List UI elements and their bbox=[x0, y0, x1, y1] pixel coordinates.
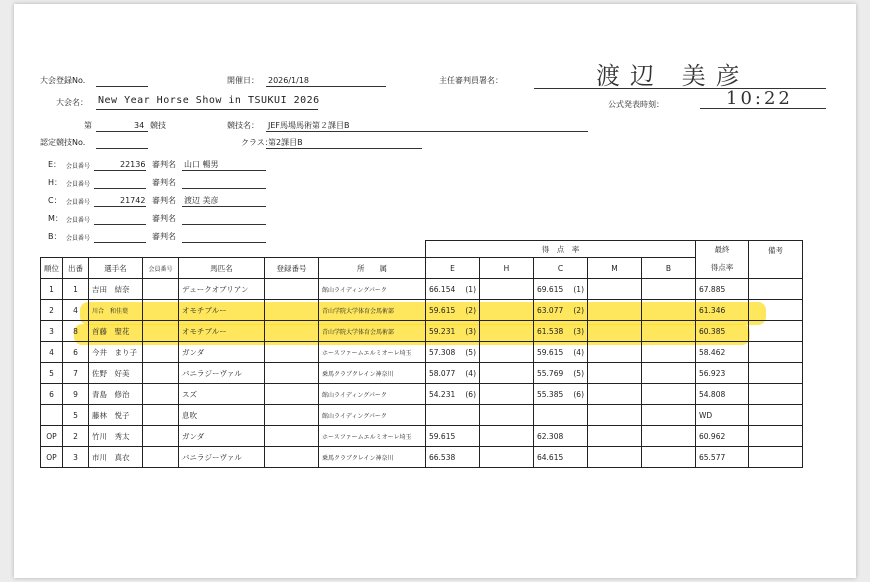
rank-cell: 3 bbox=[41, 321, 63, 342]
score-b-cell bbox=[642, 447, 696, 468]
score-h-cell bbox=[480, 363, 534, 384]
order-cell: 8 bbox=[63, 321, 89, 342]
score-b-cell bbox=[642, 300, 696, 321]
rider-cell: 佐野 好美 bbox=[89, 363, 143, 384]
score-value: 55.769 bbox=[537, 368, 564, 378]
horse-cell: ガンダ bbox=[179, 342, 265, 363]
class-label: クラス： bbox=[241, 138, 273, 147]
score-b-cell bbox=[642, 405, 696, 426]
horse-cell: オモチブルー bbox=[179, 300, 265, 321]
score-b-cell bbox=[642, 363, 696, 384]
bikou-header: 備考 bbox=[749, 241, 803, 279]
score-m-cell bbox=[588, 405, 642, 426]
score-e-cell bbox=[426, 384, 480, 405]
order-cell: 5 bbox=[63, 405, 89, 426]
col-header: 会員番号 bbox=[143, 258, 179, 279]
score-m-cell bbox=[588, 321, 642, 342]
registration-no-cell bbox=[265, 300, 319, 321]
class-value: 第2課目B bbox=[268, 138, 303, 147]
score-m-cell bbox=[588, 447, 642, 468]
judge-name-label: 審判名 bbox=[152, 214, 176, 223]
score-rank: (1) bbox=[573, 284, 584, 294]
score-b-cell bbox=[642, 384, 696, 405]
table-body bbox=[41, 279, 803, 468]
score-e-cell bbox=[426, 342, 480, 363]
club-cell: ホースファームエルミオーレ埼玉 bbox=[319, 342, 426, 363]
score-rank: (5) bbox=[573, 368, 584, 378]
registration-no-cell bbox=[265, 279, 319, 300]
kaisai-label: 開催日： bbox=[227, 76, 259, 85]
judge-pos: E： bbox=[48, 160, 62, 169]
score-e-cell bbox=[426, 405, 480, 426]
kyogi-label: 競技 bbox=[150, 121, 166, 130]
table-row bbox=[41, 342, 803, 363]
judge-name-label: 審判名 bbox=[152, 232, 176, 241]
remarks-cell bbox=[749, 321, 803, 342]
score-m-cell bbox=[588, 363, 642, 384]
judge-name: 山口 暢男 bbox=[184, 160, 219, 169]
score-h-cell bbox=[480, 405, 534, 426]
registration-no-cell bbox=[265, 384, 319, 405]
score-h-cell bbox=[480, 426, 534, 447]
rank-cell: 1 bbox=[41, 279, 63, 300]
score-c-cell bbox=[534, 342, 588, 363]
member-no-line bbox=[94, 206, 146, 207]
dai-line bbox=[96, 131, 148, 132]
score-m-cell bbox=[588, 300, 642, 321]
col-header: 順位 bbox=[41, 258, 63, 279]
score-value: 63.077 bbox=[537, 305, 564, 315]
order-cell: 2 bbox=[63, 426, 89, 447]
horse-cell: スズ bbox=[179, 384, 265, 405]
judge-pos: C： bbox=[48, 196, 62, 205]
order-cell: 9 bbox=[63, 384, 89, 405]
nintei-line bbox=[96, 148, 148, 149]
final-score-cell: 58.462 bbox=[696, 342, 749, 363]
remarks-cell bbox=[749, 447, 803, 468]
table-header bbox=[41, 258, 803, 279]
saishu-header: 最終 bbox=[696, 241, 749, 258]
final-score-cell: 61.346 bbox=[696, 300, 749, 321]
member-no-line bbox=[94, 170, 146, 171]
score-e-cell bbox=[426, 426, 480, 447]
rank-cell: OP bbox=[41, 447, 63, 468]
registration-no-cell bbox=[265, 426, 319, 447]
horse-cell: 息吹 bbox=[179, 405, 265, 426]
score-rank: (2) bbox=[573, 305, 584, 315]
col-header: 馬匹名 bbox=[179, 258, 265, 279]
nintei-label: 認定競技No. bbox=[40, 138, 86, 147]
club-cell: 館山ライディングパーク bbox=[319, 384, 426, 405]
kyoginame-line bbox=[266, 131, 588, 132]
judge-pos: H： bbox=[48, 178, 63, 187]
member-no-cell bbox=[143, 363, 179, 384]
score-b-cell bbox=[642, 426, 696, 447]
score-m-cell bbox=[588, 384, 642, 405]
order-cell: 3 bbox=[63, 447, 89, 468]
final-score-cell: 60.962 bbox=[696, 426, 749, 447]
col-header: 登録番号 bbox=[265, 258, 319, 279]
rider-cell: 藤林 悦子 bbox=[89, 405, 143, 426]
score-value: 61.538 bbox=[537, 326, 564, 336]
score-c-cell bbox=[534, 384, 588, 405]
member-no-label: 会員番号 bbox=[66, 235, 91, 242]
final-score-cell: 60.385 bbox=[696, 321, 749, 342]
taikai-toroku-line bbox=[96, 86, 148, 87]
registration-no-cell bbox=[265, 447, 319, 468]
member-no-label: 会員番号 bbox=[66, 181, 91, 188]
score-b-cell bbox=[642, 279, 696, 300]
member-no-cell bbox=[143, 447, 179, 468]
shunin-signature: 渡辺 美彦 bbox=[596, 62, 750, 90]
score-c-cell bbox=[534, 363, 588, 384]
score-c-cell bbox=[534, 300, 588, 321]
score-e-cell bbox=[426, 279, 480, 300]
results-table bbox=[40, 240, 803, 468]
table-row bbox=[41, 279, 803, 300]
club-cell: 乗馬クラブクレイン神奈川 bbox=[319, 363, 426, 384]
order-cell: 4 bbox=[63, 300, 89, 321]
score-value: 59.615 bbox=[429, 431, 456, 441]
rider-cell: 今井 まり子 bbox=[89, 342, 143, 363]
score-rank: (4) bbox=[573, 347, 584, 357]
score-rank: (3) bbox=[573, 326, 584, 336]
col-header: 選手名 bbox=[89, 258, 143, 279]
col-header: 出番 bbox=[63, 258, 89, 279]
tokuten-ritsu-header: 得 点 率 bbox=[426, 241, 696, 258]
score-c-cell bbox=[534, 279, 588, 300]
dai-label: 第 bbox=[84, 121, 92, 130]
score-rank: (3) bbox=[465, 326, 476, 336]
score-rank: (4) bbox=[465, 368, 476, 378]
score-value: 66.538 bbox=[429, 452, 456, 462]
score-value: 69.615 bbox=[537, 284, 564, 294]
member-no-cell bbox=[143, 279, 179, 300]
score-m-cell bbox=[588, 342, 642, 363]
taikai-toroku-label: 大会登録No. bbox=[40, 76, 86, 85]
member-no-label: 会員番号 bbox=[66, 217, 91, 224]
score-rank: (2) bbox=[465, 305, 476, 315]
judge-member-no: 21742 bbox=[120, 196, 146, 205]
table-row bbox=[41, 447, 803, 468]
horse-cell: オモチブルー bbox=[179, 321, 265, 342]
col-header: 得点率 bbox=[696, 258, 749, 279]
score-rank: (5) bbox=[465, 347, 476, 357]
club-cell: 青山学院大学体育会馬術部 bbox=[319, 321, 426, 342]
table-row bbox=[41, 363, 803, 384]
rank-cell: OP bbox=[41, 426, 63, 447]
score-value: 54.231 bbox=[429, 389, 456, 399]
member-no-line bbox=[94, 188, 146, 189]
col-header: E bbox=[426, 258, 480, 279]
score-m-cell bbox=[588, 426, 642, 447]
final-score-cell: 65.577 bbox=[696, 447, 749, 468]
final-score-cell: 67.885 bbox=[696, 279, 749, 300]
kaisai-line bbox=[266, 86, 386, 87]
remarks-cell bbox=[749, 300, 803, 321]
judge-pos: B： bbox=[48, 232, 62, 241]
judge-name-line bbox=[182, 224, 266, 225]
score-value: 62.308 bbox=[537, 431, 564, 441]
shunin-label: 主任審判員署名： bbox=[439, 76, 503, 85]
judge-pos: M： bbox=[48, 214, 63, 223]
final-score-cell: 56.923 bbox=[696, 363, 749, 384]
kyoginame-label: 競技名： bbox=[227, 121, 259, 130]
member-no-label: 会員番号 bbox=[66, 199, 91, 206]
final-score-cell: 54.808 bbox=[696, 384, 749, 405]
judge-name-label: 審判名 bbox=[152, 196, 176, 205]
rider-cell: 市川 真衣 bbox=[89, 447, 143, 468]
score-h-cell bbox=[480, 384, 534, 405]
member-no-label: 会員番号 bbox=[66, 163, 91, 170]
table-row bbox=[41, 405, 803, 426]
score-e-cell bbox=[426, 300, 480, 321]
member-no-cell bbox=[143, 405, 179, 426]
horse-cell: バニラジーヴァル bbox=[179, 447, 265, 468]
rider-cell: 吉田 結奈 bbox=[89, 279, 143, 300]
member-no-cell bbox=[143, 300, 179, 321]
remarks-cell bbox=[749, 342, 803, 363]
order-cell: 1 bbox=[63, 279, 89, 300]
member-no-cell bbox=[143, 342, 179, 363]
horse-cell: バニラジーヴァル bbox=[179, 363, 265, 384]
judge-name-line bbox=[182, 206, 266, 207]
registration-no-cell bbox=[265, 342, 319, 363]
score-m-cell bbox=[588, 279, 642, 300]
taikai-line bbox=[96, 109, 318, 110]
rank-cell bbox=[41, 405, 63, 426]
score-value: 64.615 bbox=[537, 452, 564, 462]
rank-cell: 4 bbox=[41, 342, 63, 363]
horse-cell: ガンダ bbox=[179, 426, 265, 447]
rank-cell: 6 bbox=[41, 384, 63, 405]
class-line bbox=[266, 148, 422, 149]
judge-name-label: 審判名 bbox=[152, 160, 176, 169]
score-c-cell bbox=[534, 321, 588, 342]
score-value: 58.077 bbox=[429, 368, 456, 378]
registration-no-cell bbox=[265, 405, 319, 426]
judge-name: 渡辺 美彦 bbox=[184, 196, 219, 205]
score-e-cell bbox=[426, 363, 480, 384]
table-row bbox=[41, 384, 803, 405]
table-row bbox=[41, 300, 803, 321]
score-value: 55.385 bbox=[537, 389, 564, 399]
taikai-value: New Year Horse Show in TSUKUI 2026 bbox=[98, 95, 320, 106]
registration-no-cell bbox=[265, 363, 319, 384]
score-value: 57.308 bbox=[429, 347, 456, 357]
judge-name-line bbox=[182, 188, 266, 189]
kaisai-value: 2026/1/18 bbox=[268, 76, 310, 85]
koshiki-label: 公式発表時刻： bbox=[608, 100, 664, 109]
remarks-cell bbox=[749, 363, 803, 384]
score-h-cell bbox=[480, 300, 534, 321]
score-e-cell bbox=[426, 321, 480, 342]
table-row bbox=[41, 426, 803, 447]
member-no-cell bbox=[143, 384, 179, 405]
table-header-top bbox=[41, 241, 803, 258]
koshiki-line bbox=[700, 108, 826, 109]
rider-cell: 青島 修治 bbox=[89, 384, 143, 405]
judge-name-line bbox=[182, 170, 266, 171]
rider-cell: 竹川 秀太 bbox=[89, 426, 143, 447]
table-row bbox=[41, 321, 803, 342]
dai-value: 34 bbox=[134, 121, 145, 130]
score-h-cell bbox=[480, 321, 534, 342]
remarks-cell bbox=[749, 405, 803, 426]
remarks-cell bbox=[749, 279, 803, 300]
col-header: C bbox=[534, 258, 588, 279]
results-sheet bbox=[14, 4, 856, 578]
rank-cell: 5 bbox=[41, 363, 63, 384]
rank-cell: 2 bbox=[41, 300, 63, 321]
col-header: 所 属 bbox=[319, 258, 426, 279]
score-c-cell bbox=[534, 447, 588, 468]
remarks-cell bbox=[749, 384, 803, 405]
score-b-cell bbox=[642, 321, 696, 342]
order-cell: 6 bbox=[63, 342, 89, 363]
member-no-cell bbox=[143, 321, 179, 342]
club-cell: 青山学院大学体育会馬術部 bbox=[319, 300, 426, 321]
score-e-cell bbox=[426, 447, 480, 468]
club-cell: 館山ライディングパーク bbox=[319, 279, 426, 300]
judge-name-label: 審判名 bbox=[152, 178, 176, 187]
taikai-label: 大会名： bbox=[56, 98, 88, 107]
member-no-line bbox=[94, 224, 146, 225]
rider-cell: 川合 和佳葉 bbox=[89, 300, 143, 321]
club-cell: 乗馬クラブクレイン神奈川 bbox=[319, 447, 426, 468]
score-h-cell bbox=[480, 279, 534, 300]
final-score-cell: WD bbox=[696, 405, 749, 426]
order-cell: 7 bbox=[63, 363, 89, 384]
club-cell: 館山ライディングパーク bbox=[319, 405, 426, 426]
score-h-cell bbox=[480, 342, 534, 363]
score-c-cell bbox=[534, 405, 588, 426]
col-header: H bbox=[480, 258, 534, 279]
registration-no-cell bbox=[265, 321, 319, 342]
score-h-cell bbox=[480, 447, 534, 468]
col-header: M bbox=[588, 258, 642, 279]
col-header: B bbox=[642, 258, 696, 279]
score-rank: (1) bbox=[465, 284, 476, 294]
score-value: 66.154 bbox=[429, 284, 456, 294]
rider-cell: 首藤 聖花 bbox=[89, 321, 143, 342]
score-rank: (6) bbox=[573, 389, 584, 399]
remarks-cell bbox=[749, 426, 803, 447]
score-b-cell bbox=[642, 342, 696, 363]
koshiki-value: 10:22 bbox=[726, 88, 793, 109]
score-rank: (6) bbox=[465, 389, 476, 399]
kyoginame-value: JEF馬場馬術第２課目B bbox=[268, 121, 350, 130]
score-c-cell bbox=[534, 426, 588, 447]
score-value: 59.615 bbox=[429, 305, 456, 315]
club-cell: ホースファームエルミオーレ埼玉 bbox=[319, 426, 426, 447]
score-value: 59.231 bbox=[429, 326, 456, 336]
judge-member-no: 22136 bbox=[120, 160, 146, 169]
horse-cell: デュークオブリアン bbox=[179, 279, 265, 300]
member-no-cell bbox=[143, 426, 179, 447]
score-value: 59.615 bbox=[537, 347, 564, 357]
